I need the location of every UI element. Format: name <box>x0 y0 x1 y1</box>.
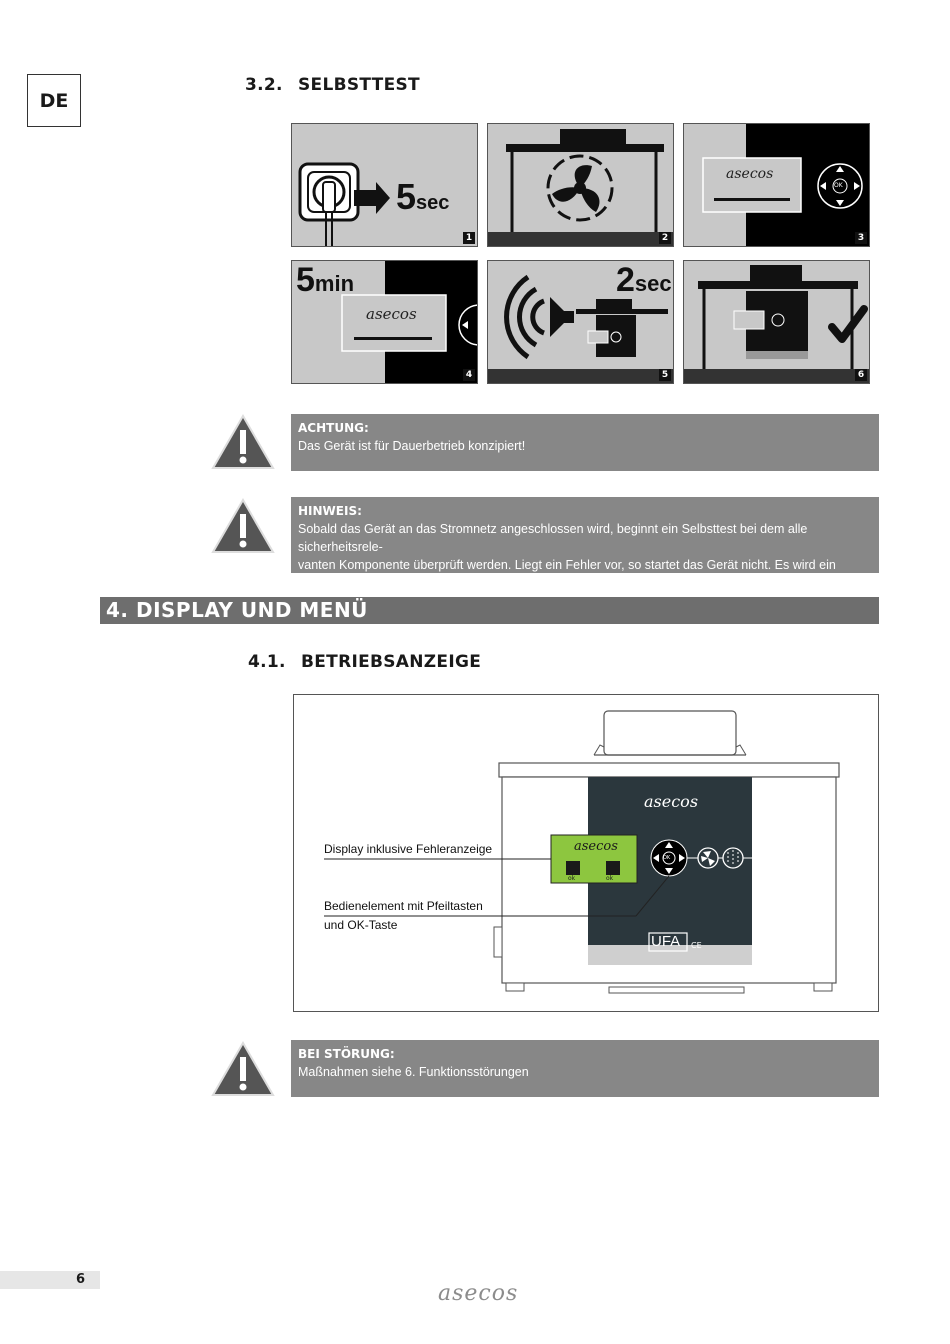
brand-logo: asecos <box>644 792 699 811</box>
page-number: 6 <box>76 1272 86 1287</box>
note-text: Sobald das Gerät an das Stromnetz angeschlossen wird, beginnt ein Selbsttest bei dem alle sicherheitsrele- <box>298 522 808 554</box>
note-label: BEI STÖRUNG: <box>298 1047 395 1061</box>
duration-label: 2sec <box>616 261 672 299</box>
brand-logo: asecos <box>726 166 774 182</box>
plug-icon <box>292 124 478 247</box>
model-label: UFA <box>651 933 681 950</box>
section-heading-4: 4. DISPLAY UND MENÜ <box>100 597 879 624</box>
selftest-panel-3 <box>683 123 870 247</box>
panel-number: 3 <box>855 232 867 244</box>
warning-icon <box>210 496 276 554</box>
panel-number: 1 <box>463 232 475 244</box>
callout-control: Bedienelement mit Pfeiltasten und OK-Taste <box>324 899 483 932</box>
warning-icon <box>210 412 276 470</box>
note-text: Maßnahmen siehe 6. Funktionsstörungen <box>298 1065 529 1079</box>
section-number: 3.2. <box>245 75 283 95</box>
section-title: BETRIEBSANZEIGE <box>301 652 482 672</box>
section-heading-4-1 <box>248 652 481 672</box>
device-figure <box>293 694 879 1012</box>
ok-label: OK <box>834 182 843 189</box>
footer-logo: asecos <box>438 1281 519 1306</box>
selftest-panel-1 <box>291 123 478 247</box>
selftest-panel-4 <box>291 260 478 384</box>
panel-number: 2 <box>659 232 671 244</box>
panel-number: 4 <box>463 369 475 381</box>
ok-button-label: OK <box>663 855 671 861</box>
section-title: SELBSTTEST <box>298 75 420 95</box>
display-brand: asecos <box>574 839 618 854</box>
section-heading-3-2 <box>245 75 420 95</box>
achtung-note <box>291 414 879 471</box>
brand-logo: asecos <box>366 305 417 323</box>
selftest-panel-2 <box>487 123 674 247</box>
language-tab: DE <box>27 74 81 127</box>
ce-mark: CE <box>691 941 702 950</box>
status-ok-label: ok <box>568 875 576 882</box>
warning-icon <box>210 1039 276 1097</box>
note-text: vanten Komponente überprüft werden. Liegt ein Fehler vor, so startet das Gerät nicht. Es wird ein Fehler F7 <box>298 558 836 590</box>
hinweis-note <box>291 497 879 590</box>
fan-icon <box>488 124 674 247</box>
note-label: HINWEIS: <box>298 504 362 518</box>
panel-number: 6 <box>855 369 867 381</box>
duration-label: 5min <box>296 261 355 299</box>
status-ok-label: ok <box>606 875 614 882</box>
panel-number: 5 <box>659 369 671 381</box>
selftest-panel-6 <box>683 260 870 384</box>
duration-label: 5sec <box>396 176 450 217</box>
note-text: Das Gerät ist für Dauerbetrieb konzipiert! <box>298 439 526 453</box>
note-label: ACHTUNG: <box>298 421 369 435</box>
section-number: 4.1. <box>248 652 286 672</box>
callout-display: Display inklusive Fehleranzeige <box>324 842 493 856</box>
checkmark-icon <box>684 261 870 384</box>
selftest-panel-5 <box>487 260 674 384</box>
stoerung-note <box>291 1040 879 1097</box>
